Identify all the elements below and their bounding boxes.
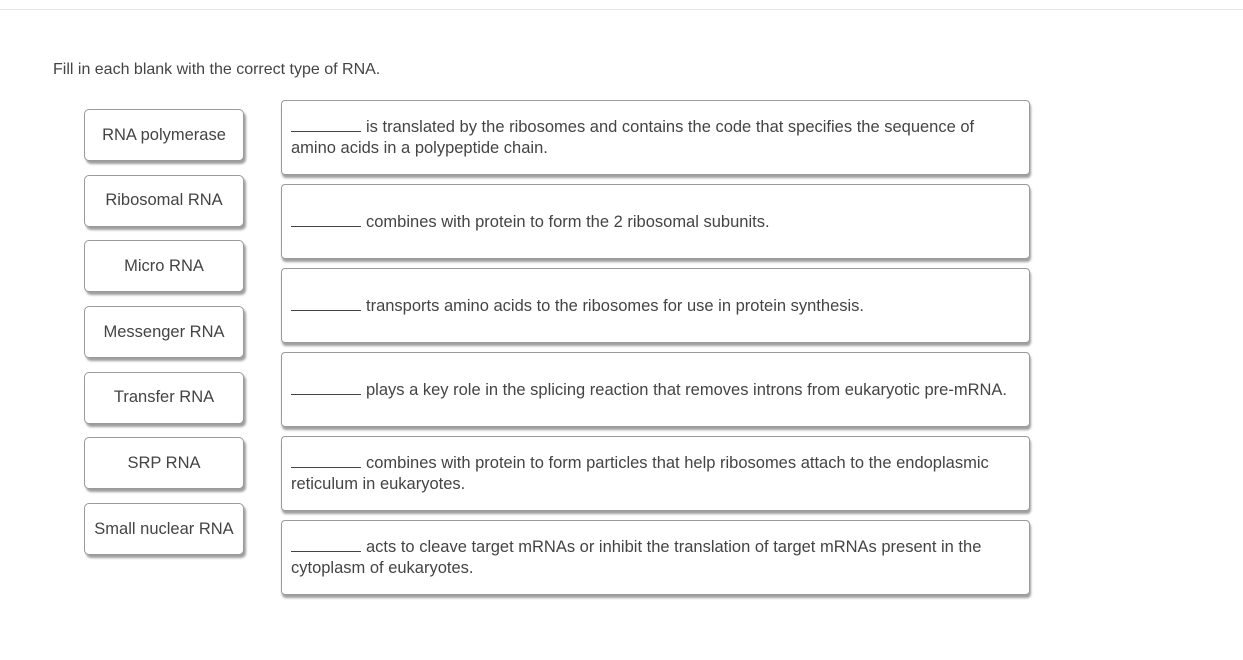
choice-small-nuclear-rna[interactable]: Small nuclear RNA [84,503,244,555]
statement-text-2 [291,211,770,233]
choice-micro-rna[interactable]: Micro RNA [84,240,244,292]
statement-label: transports amino acids to the ribosomes for use in protein synthesis. [366,296,864,315]
statement-text-6 [291,536,1021,579]
statement-label: combines with protein to form the 2 ribosomal subunits. [366,212,770,231]
statement-box-1[interactable] [281,100,1030,175]
answer-blank-1[interactable] [291,116,361,132]
answer-blank-2[interactable] [291,211,361,227]
statement-label: combines with protein to form particles that help ribosomes attach to the endoplasmic reticulum in eukaryotes. [291,454,989,493]
statement-box-2[interactable] [281,184,1030,259]
top-divider [0,9,1243,10]
statement-text-5 [291,452,1021,495]
choice-messenger-rna[interactable]: Messenger RNA [84,306,244,358]
statement-label: is translated by the ribosomes and contains the code that specifies the sequence of amino acids in a polypeptide chain. [291,118,975,157]
answer-blank-5[interactable] [291,452,361,468]
answer-blank-6[interactable] [291,536,361,552]
statement-box-3[interactable] [281,268,1030,343]
choice-rna-polymerase[interactable]: RNA polymerase [84,109,244,161]
statement-list [281,100,1031,604]
choice-srp-rna[interactable]: SRP RNA [84,437,244,489]
statement-text-3 [291,295,864,317]
statement-text-1 [291,116,1021,159]
answer-choice-list [84,109,244,569]
answer-blank-4[interactable] [291,379,361,395]
statement-label: plays a key role in the splicing reaction that removes introns from eukaryotic pre-mRNA. [366,380,1008,399]
instruction-text: Fill in each blank with the correct type of RNA. [53,61,381,78]
statement-box-6[interactable] [281,520,1030,595]
statement-label: acts to cleave target mRNAs or inhibit the translation of target mRNAs present in the cytoplasm of eukaryotes. [291,538,982,577]
answer-blank-3[interactable] [291,295,361,311]
statement-box-4[interactable] [281,352,1030,427]
statement-box-5[interactable] [281,436,1030,511]
statement-text-4 [291,379,1007,401]
choice-ribosomal-rna[interactable]: Ribosomal RNA [84,175,244,227]
choice-transfer-rna[interactable]: Transfer RNA [84,372,244,424]
